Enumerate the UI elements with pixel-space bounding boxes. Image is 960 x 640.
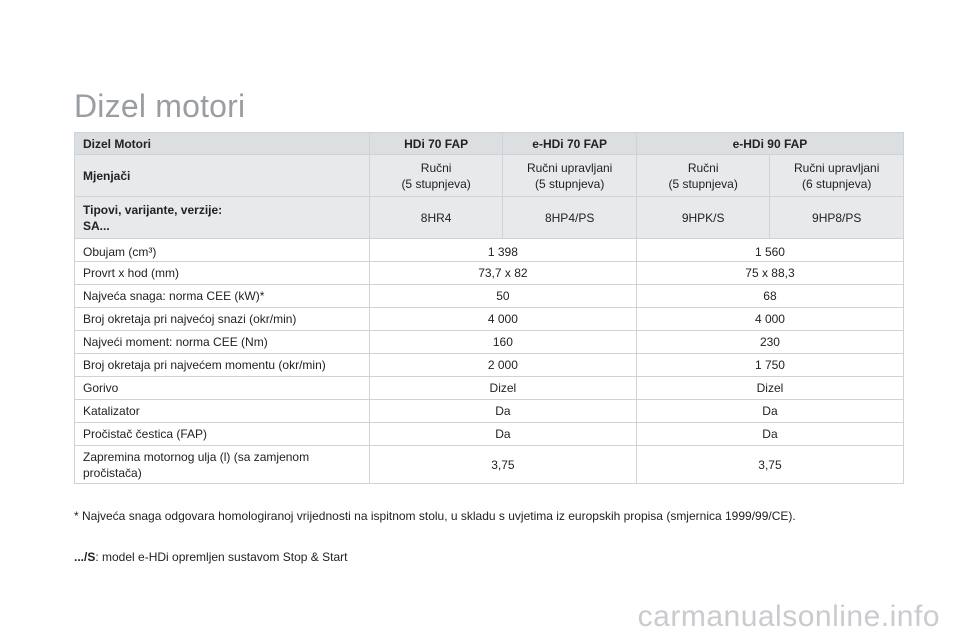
- row-value-90: 75 x 88,3: [636, 262, 903, 285]
- row-value-70: Da: [369, 423, 636, 446]
- page-title: Dizel motori: [74, 88, 246, 124]
- row-label: Katalizator: [75, 400, 370, 423]
- table-row: [75, 446, 904, 484]
- table-row: [75, 400, 904, 423]
- table-row: [75, 308, 904, 331]
- gearbox-cell: Ručni upravljani (5 stupnjeva): [503, 155, 637, 197]
- row-value-70: Dizel: [369, 377, 636, 400]
- row-label: Obujam (cm³): [75, 239, 370, 262]
- row-label: Provrt x hod (mm): [75, 262, 370, 285]
- table-row: [75, 239, 904, 262]
- types-label: Tipovi, varijante, verzije: SA...: [75, 197, 370, 239]
- row-label: Najveći moment: norma CEE (Nm): [75, 331, 370, 354]
- row-value-70: 73,7 x 82: [369, 262, 636, 285]
- header-ehdi-70-fap: e-HDi 70 FAP: [503, 133, 637, 155]
- type-cell: 8HR4: [369, 197, 503, 239]
- row-value-70: 1 398: [369, 239, 636, 262]
- gearbox-label: Mjenjači: [75, 155, 370, 197]
- row-value-90: 1 560: [636, 239, 903, 262]
- table-row: [75, 423, 904, 446]
- row-value-70: 3,75: [369, 446, 636, 484]
- type-cell: 9HP8/PS: [770, 197, 904, 239]
- table-header-row: [75, 133, 904, 155]
- row-label: Zapremina motornog ulja (l) (sa zamjenom pročistača): [75, 446, 370, 484]
- gearbox-cell: Ručni upravljani (6 stupnjeva): [770, 155, 904, 197]
- row-label: Pročistač čestica (FAP): [75, 423, 370, 446]
- row-value-90: Da: [636, 423, 903, 446]
- gearbox-row: [75, 155, 904, 197]
- row-value-90: 4 000: [636, 308, 903, 331]
- type-cell: 9HPK/S: [636, 197, 770, 239]
- row-value-70: 2 000: [369, 354, 636, 377]
- row-value-70: 4 000: [369, 308, 636, 331]
- row-value-70: Da: [369, 400, 636, 423]
- watermark: carmanualsonline.info: [637, 600, 940, 633]
- row-value-70: 160: [369, 331, 636, 354]
- table-row: [75, 377, 904, 400]
- table-row: [75, 285, 904, 308]
- gearbox-cell: Ručni (5 stupnjeva): [636, 155, 770, 197]
- row-value-90: 3,75: [636, 446, 903, 484]
- footnote: * Najveća snaga odgovara homologiranoj vrijednosti na ispitnom stolu, u skladu s uvjetima iz europskih propisa (smjernica 1999/99/CE).: [74, 509, 796, 523]
- row-value-90: 1 750: [636, 354, 903, 377]
- row-value-90: Da: [636, 400, 903, 423]
- row-value-70: 50: [369, 285, 636, 308]
- row-value-90: 68: [636, 285, 903, 308]
- legend-text: : model e-HDi opremljen sustavom Stop & Start: [95, 550, 348, 564]
- row-label: Najveća snaga: norma CEE (kW)*: [75, 285, 370, 308]
- header-label: Dizel Motori: [75, 133, 370, 155]
- gearbox-cell: Ručni (5 stupnjeva): [369, 155, 503, 197]
- table-row: [75, 262, 904, 285]
- table-row: [75, 354, 904, 377]
- table-row: [75, 331, 904, 354]
- row-label: Gorivo: [75, 377, 370, 400]
- legend-key: .../S: [74, 550, 96, 564]
- row-value-90: 230: [636, 331, 903, 354]
- engine-spec-table: [74, 132, 904, 484]
- legend-note: [74, 550, 347, 564]
- type-cell: 8HP4/PS: [503, 197, 637, 239]
- types-row: [75, 197, 904, 239]
- row-label: Broj okretaja pri najvećem momentu (okr/min): [75, 354, 370, 377]
- row-label: Broj okretaja pri najvećoj snazi (okr/min): [75, 308, 370, 331]
- header-hdi-70-fap: HDi 70 FAP: [369, 133, 503, 155]
- header-ehdi-90-fap: e-HDi 90 FAP: [636, 133, 903, 155]
- row-value-90: Dizel: [636, 377, 903, 400]
